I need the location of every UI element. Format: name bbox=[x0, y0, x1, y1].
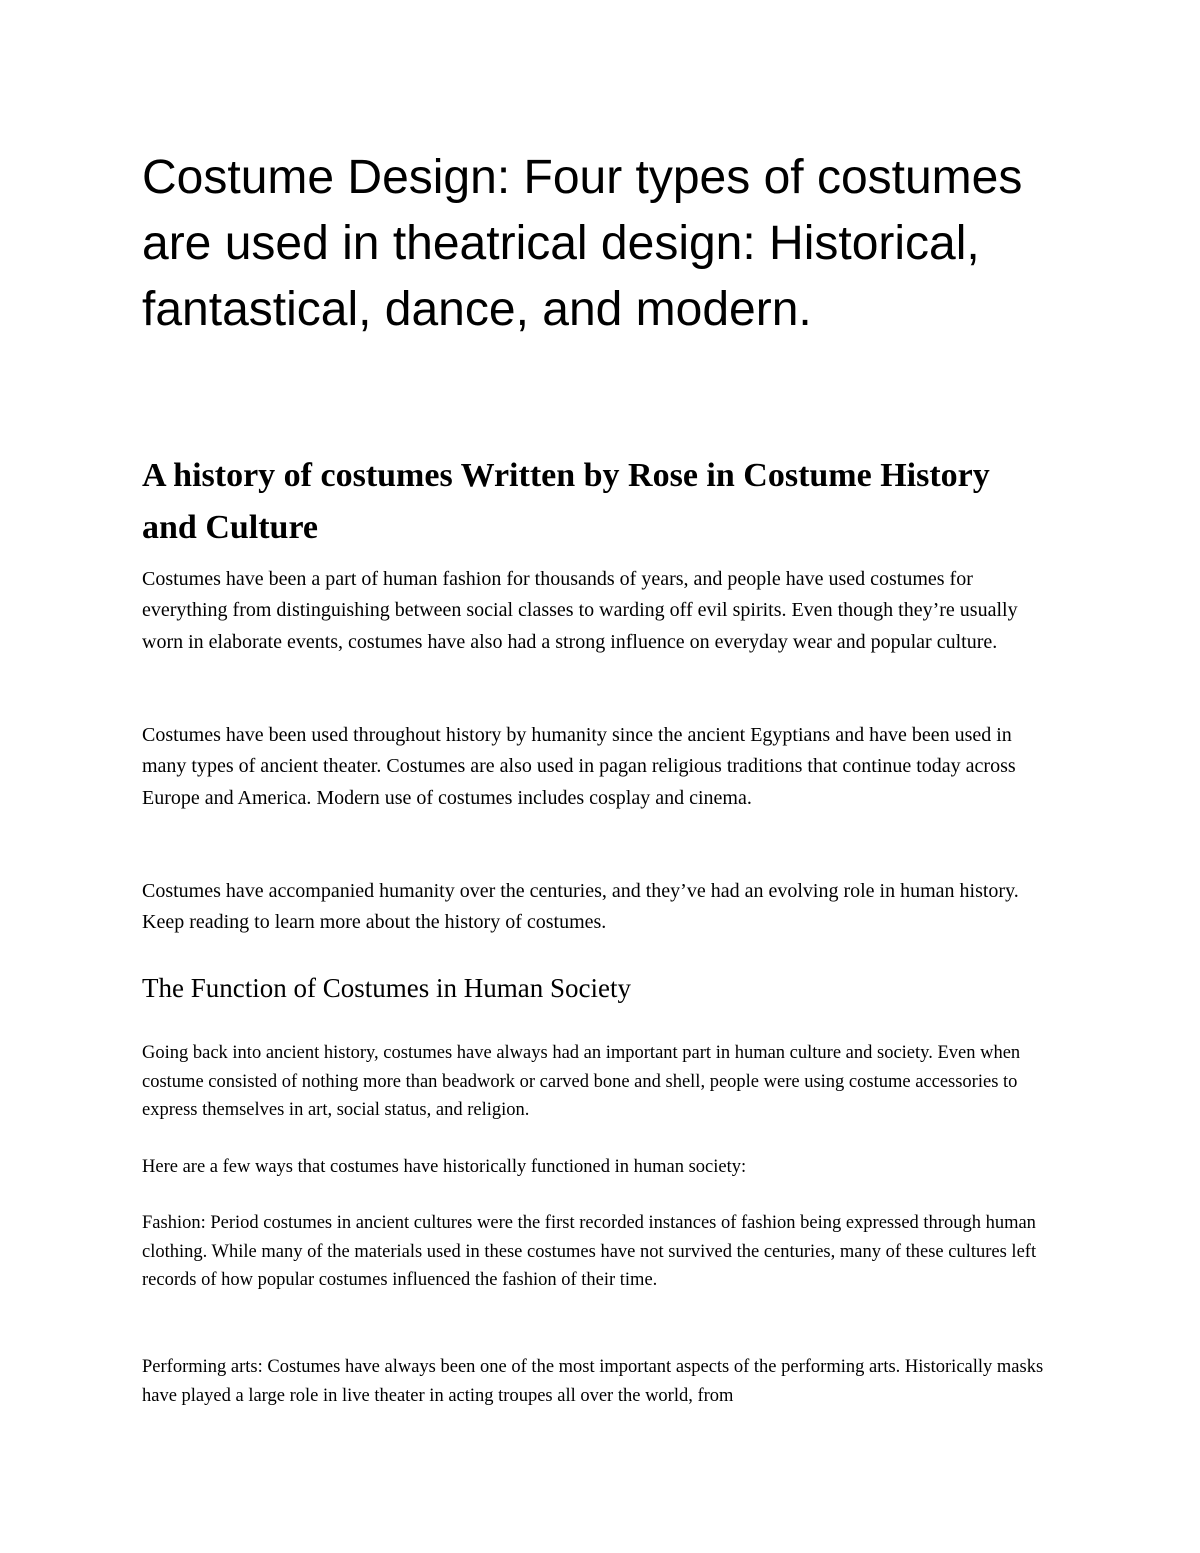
section-heading: The Function of Costumes in Human Society bbox=[142, 973, 631, 1003]
intro-paragraph-1: Costumes have been a part of human fashion for thousands of years, and people have used costumes for everything from distinguishing between social classes to warding off evil spirits. Even though they’re usually worn in elaborate events, costumes have also had a strong influence on everyday wear and popular culture. bbox=[142, 568, 1018, 653]
intro-paragraph-2: Costumes have been used throughout history by humanity since the ancient Egyptians and have been used in many types of ancient theater. Costumes are also used in pagan religious traditions that continue today across Europe and America. Modern use of costumes includes cosplay and cinema. bbox=[142, 724, 1016, 809]
section-paragraph-performing-arts: Performing arts: Costumes have always been one of the most important aspects of the performing arts. Historically masks have played a large role in live theater in acting troupes all over the world, from bbox=[142, 1357, 1044, 1406]
article-heading: A history of costumes Written by Rose in Costume History and Culture bbox=[142, 457, 990, 546]
document-title: Costume Design: Four types of costumes are used in theatrical design: Historical, fantastical, dance, and modern. bbox=[142, 151, 1023, 336]
section-paragraph-fashion: Fashion: Period costumes in ancient cultures were the first recorded instances of fashion being expressed through human clothing. While many of the materials used in these costumes have not survived the centuries, many of these cultures left records of how popular costumes influenced the fashion of their time. bbox=[142, 1213, 1037, 1291]
section-paragraph-2: Here are a few ways that costumes have historically functioned in human society: bbox=[142, 1157, 747, 1177]
section-paragraph-1: Going back into ancient history, costumes have always had an important part in human culture and society. Even when costume consisted of nothing more than beadwork or carved bone and shell, people were using costume accessories to express themselves in art, social status, and religion. bbox=[142, 1043, 1021, 1121]
intro-paragraph-3: Costumes have accompanied humanity over the centuries, and they’ve had an evolving role in human history. Keep reading to learn more about the history of costumes. bbox=[142, 880, 1019, 934]
